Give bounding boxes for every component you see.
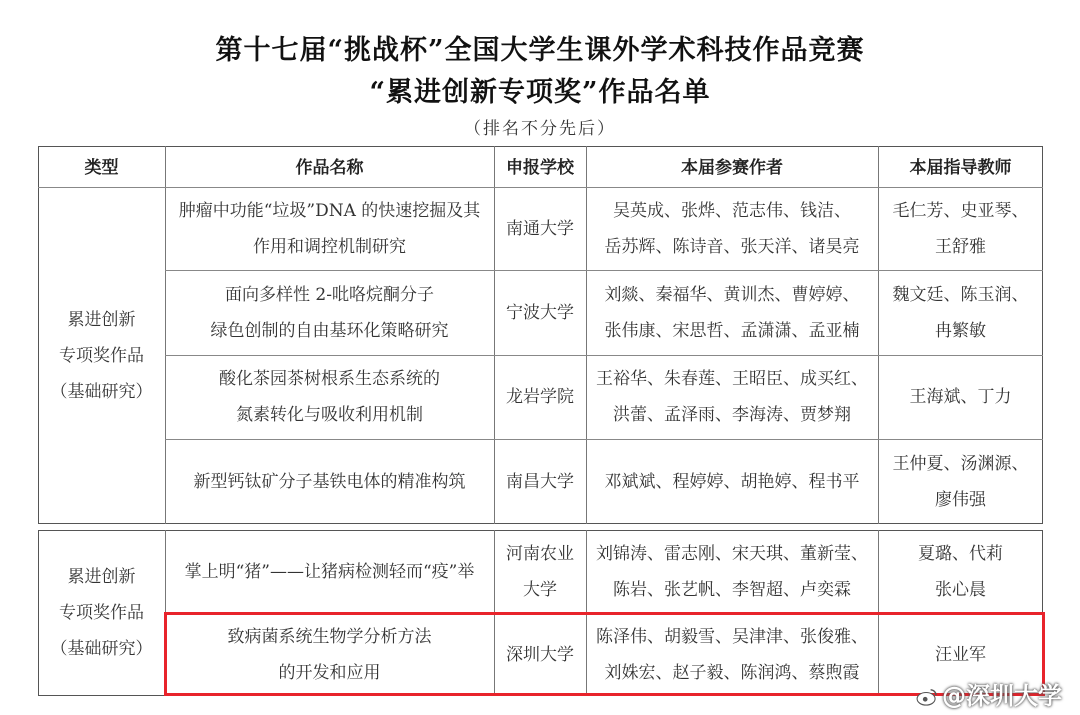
- column-header-type: 类型: [84, 157, 119, 178]
- authors-cell: [586, 187, 878, 270]
- teachers-line: 廖伟强: [935, 489, 986, 510]
- teachers-line: 夏璐、代莉: [918, 543, 1003, 564]
- title-line-2: “累进创新专项奖”作品名单: [369, 77, 711, 108]
- school-line: 河南农业: [506, 543, 574, 564]
- authors-line: 邓斌斌、程婷婷、胡艳婷、程书平: [604, 471, 860, 492]
- authors-line: 吴英成、张烨、范志伟、钱洁、: [613, 200, 851, 221]
- type-line: 累进创新: [67, 567, 136, 587]
- work-title-line: 肿瘤中功能“垃圾”DNA 的快速挖掘及其: [178, 200, 481, 221]
- teachers-cell: [878, 270, 1043, 355]
- work-title-line: 作用和调控机制研究: [253, 236, 406, 257]
- group-type-cell: [38, 530, 165, 696]
- authors-cell: [586, 355, 878, 439]
- school-line: 龙岩学院: [506, 387, 574, 407]
- teachers-line: 魏文廷、陈玉润、: [892, 284, 1029, 305]
- authors-line: 洪蕾、孟泽雨、李海涛、贾梦翔: [613, 405, 851, 425]
- work-title-cell: [165, 439, 494, 524]
- authors-cell: [586, 270, 878, 355]
- authors-line: 张伟康、宋思哲、孟潇潇、孟亚楠: [604, 320, 860, 341]
- type-line: （基础研究）: [50, 381, 153, 402]
- work-title-cell: [165, 270, 494, 355]
- work-title-cell: [165, 187, 494, 270]
- authors-line: 刘燚、秦福华、黄训杰、曹婷婷、: [604, 284, 860, 305]
- authors-cell: [586, 439, 878, 524]
- school-line: 南昌大学: [506, 471, 574, 492]
- work-title-line: 面向多样性 2-吡咯烷酮分子: [225, 284, 434, 305]
- type-line: 累进创新: [67, 309, 136, 330]
- watermark-text: @深圳大学: [942, 682, 1062, 710]
- teachers-cell: [878, 355, 1043, 439]
- authors-line: 陈泽伟、胡毅雪、吴津津、张俊雅、: [596, 626, 868, 647]
- school-cell: [494, 530, 586, 613]
- school-line: 深圳大学: [506, 644, 574, 665]
- school-line: 南通大学: [506, 218, 574, 239]
- work-title-line: 新型钙钛矿分子基铁电体的精准构筑: [193, 471, 466, 492]
- group-type-cell: [38, 187, 165, 524]
- authors-line: 陈岩、张艺帆、李智超、卢奕霖: [613, 579, 851, 600]
- type-line: （基础研究）: [50, 639, 153, 659]
- school-cell: [494, 439, 586, 524]
- teachers-line: 毛仁芳、史亚琴、: [892, 200, 1029, 221]
- highlight-box: [164, 612, 1045, 696]
- column-header-work: 作品名称: [295, 157, 364, 178]
- work-title-cell: [165, 530, 494, 613]
- work-title-line: 绿色创制的自由基环化策略研究: [210, 320, 449, 341]
- title-line-1: 第十七届“挑战杯”全国大学生课外学术科技作品竞赛: [215, 35, 865, 66]
- school-cell: [494, 355, 586, 439]
- work-title-line: 的开发和应用: [278, 662, 381, 683]
- authors-line: 刘锦涛、雷志刚、宋天琪、董新莹、: [596, 543, 868, 564]
- weibo-watermark: [916, 676, 1062, 711]
- authors-line: 岳苏辉、陈诗音、张天洋、诸昊亮: [604, 236, 860, 257]
- teachers-line: 王仲夏、汤渊源、: [892, 453, 1029, 474]
- type-line: 专项奖作品: [59, 345, 144, 366]
- column-header-teachers: 本届指导教师: [909, 157, 1012, 178]
- school-cell: [494, 270, 586, 355]
- authors-line: 王裕华、朱春莲、王昭臣、成买红、: [596, 369, 868, 389]
- school-cell: [494, 187, 586, 270]
- teachers-line: 王舒雅: [935, 236, 986, 257]
- teachers-line: 汪业军: [935, 644, 986, 665]
- work-title-cell: [165, 355, 494, 439]
- work-title-line: 致病菌系统生物学分析方法: [227, 626, 432, 647]
- teachers-line: 王海斌、丁力: [909, 387, 1012, 407]
- work-title-line: 氮素转化与吸收利用机制: [236, 405, 423, 425]
- teachers-cell: [878, 439, 1043, 524]
- school-line: 宁波大学: [506, 302, 574, 323]
- school-line: 大学: [523, 579, 557, 600]
- authors-cell: [586, 530, 878, 613]
- work-title-line: 掌上明“猪”——让猪病检测轻而“疫”举: [184, 561, 475, 582]
- teachers-line: 冉繁敏: [935, 320, 986, 341]
- authors-line: 刘姝宏、赵子毅、陈润鸿、蔡煦霞: [604, 662, 860, 683]
- teachers-cell: [878, 530, 1043, 613]
- type-line: 专项奖作品: [59, 603, 144, 623]
- work-title-line: 酸化茶园茶树根系生态系统的: [219, 369, 440, 389]
- column-header-school: 申报学校: [506, 157, 574, 178]
- teachers-cell: [878, 187, 1043, 270]
- column-header-authors: 本届参赛作者: [681, 157, 783, 178]
- teachers-line: 张心晨: [935, 579, 986, 600]
- ranking-note: （排名不分先后）: [464, 119, 616, 139]
- weibo-icon: [916, 688, 938, 706]
